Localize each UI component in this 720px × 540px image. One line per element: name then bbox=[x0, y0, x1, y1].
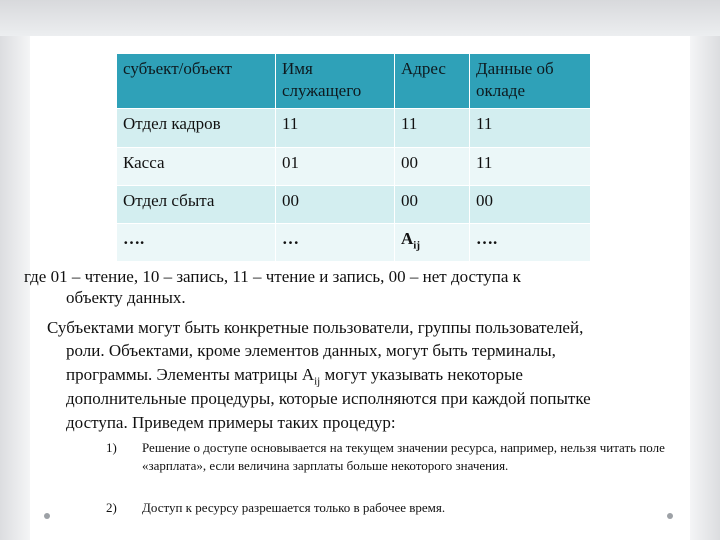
paragraph-aij-subscript: ij bbox=[314, 375, 321, 388]
header-cell: Данные об окладе bbox=[470, 54, 591, 109]
paragraph-line-5: доступа. Приведем примеры таких процедур: bbox=[66, 413, 396, 432]
decorative-dot-left bbox=[44, 513, 50, 519]
aij-symbol: A bbox=[401, 229, 414, 248]
table-row bbox=[117, 186, 591, 224]
table-cell: Отдел кадров bbox=[117, 109, 276, 148]
legend-line-1: где 01 – чтение, 10 – запись, 11 – чтение и запись, 00 – нет доступа к bbox=[24, 267, 521, 286]
table-cell: …. bbox=[117, 224, 276, 262]
table-cell: 00 bbox=[395, 186, 470, 224]
aij-subscript: ij bbox=[413, 239, 421, 252]
table-cell: 11 bbox=[395, 109, 470, 148]
table-header-row bbox=[117, 54, 591, 109]
header-cell: Адрес bbox=[395, 54, 470, 109]
table-cell: 11 bbox=[470, 148, 591, 186]
table-cell: 00 bbox=[276, 186, 395, 224]
paragraph-line-2: роли. Объектами, кроме элементов данных, могут быть терминалы, bbox=[66, 341, 556, 360]
slide-left-border bbox=[0, 36, 30, 540]
table-cell: 11 bbox=[470, 109, 591, 148]
table-row bbox=[117, 224, 591, 262]
table-row bbox=[117, 148, 591, 186]
header-cell: субъект/объект bbox=[117, 54, 276, 109]
paragraph-line-4: дополнительные процедуры, которые исполняются при каждой попытке bbox=[66, 389, 591, 408]
list-number: 1) bbox=[106, 440, 117, 455]
paragraph-line-3-end: могут указывать некоторые bbox=[320, 365, 523, 384]
list-number: 2) bbox=[106, 500, 117, 515]
table-cell: 00 bbox=[395, 148, 470, 186]
paragraph-line-1: Субъектами могут быть конкретные пользователи, группы пользователей, bbox=[47, 318, 584, 337]
list-item: Решение о доступе основывается на текущем значении ресурса, например, нельзя читать поле «зарплата», если величина зарплаты больше некоторого значения. bbox=[142, 440, 665, 473]
table-cell: 11 bbox=[276, 109, 395, 148]
header-cell: Имя служащего bbox=[276, 54, 395, 109]
table-cell: …. bbox=[470, 224, 591, 262]
table-cell: Отдел сбыта bbox=[117, 186, 276, 224]
legend-line-2: объекту данных. bbox=[66, 288, 186, 307]
table-row bbox=[117, 109, 591, 148]
access-matrix-table bbox=[116, 53, 591, 262]
table-cell-aij bbox=[395, 224, 470, 262]
table-cell: 00 bbox=[470, 186, 591, 224]
paragraph-line-3-start: программы. Элементы матрицы A bbox=[66, 365, 315, 384]
slide-top-bar bbox=[0, 0, 720, 36]
table-cell: 01 bbox=[276, 148, 395, 186]
table-cell: … bbox=[276, 224, 395, 262]
table-cell: Касса bbox=[117, 148, 276, 186]
list-item: Доступ к ресурсу разрешается только в рабочее время. bbox=[142, 500, 446, 515]
